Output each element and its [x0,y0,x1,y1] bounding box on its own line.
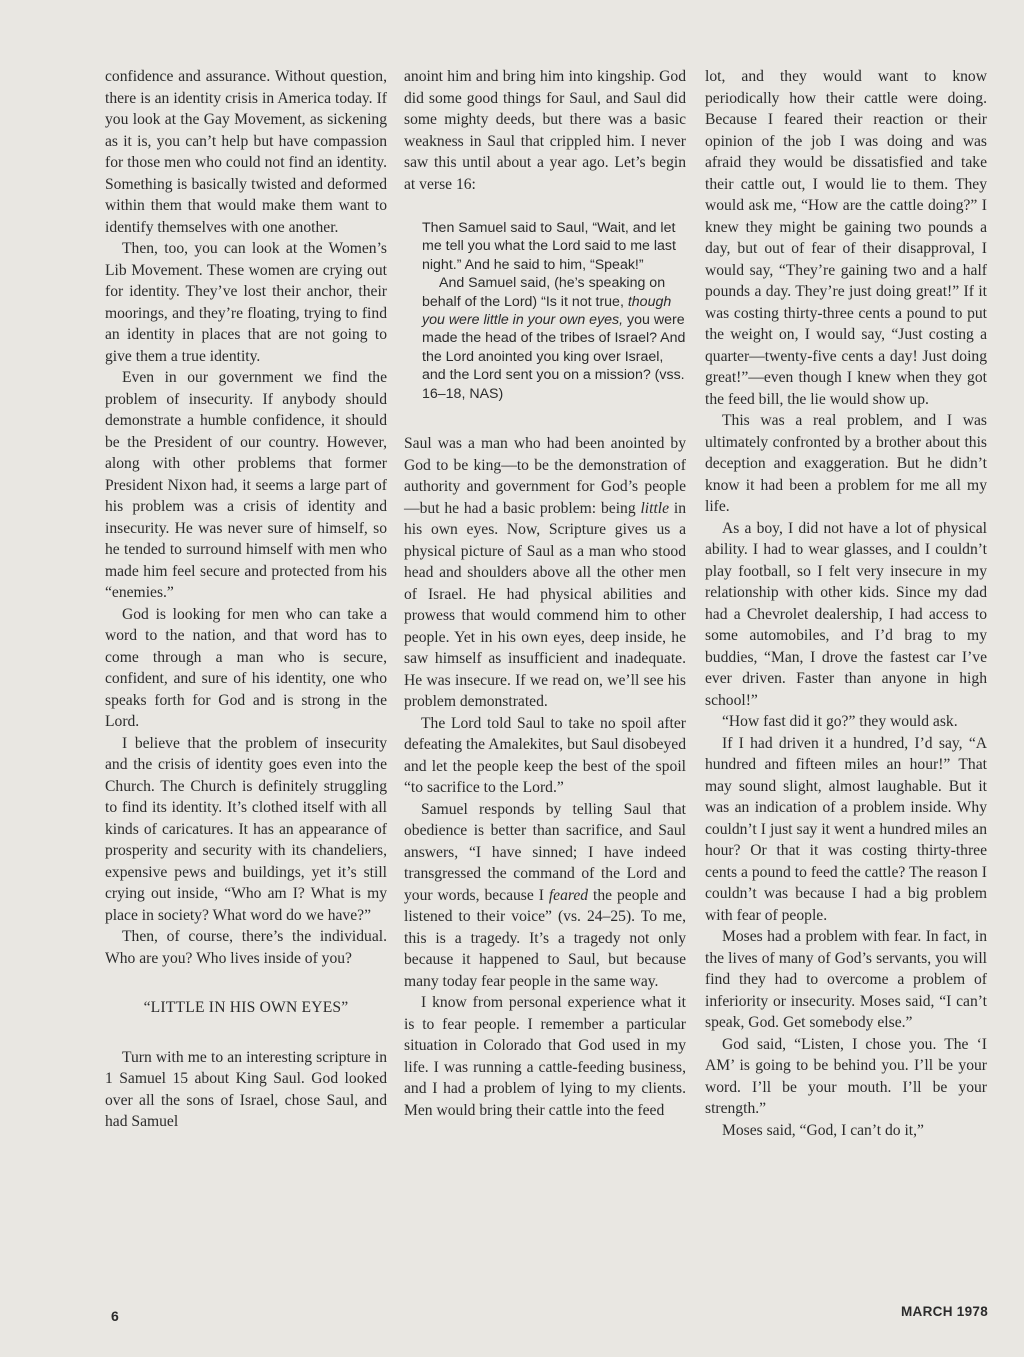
paragraph: Turn with me to an interesting scripture in 1 Samuel 15 about King Saul. God looked over all the sons of Israel, chose Saul, and had Samuel [105,1048,387,1130]
quote-text: you were made the head of the tribes of Israel? And the Lord anointed you king over Israel, and the Lord sent you on a mission? (vss. 16–18, NAS) [422,312,686,402]
paragraph-emphasis: little [640,499,670,517]
section-heading: “LITTLE IN HIS OWN EYES” [143,999,349,1016]
quote-paragraph [422,274,686,403]
paragraph: Then, of course, there’s the individual. Who are you? Who lives inside of you? [105,928,387,967]
quote-paragraph: Then Samuel said to Saul, “Wait, and let me tell you what the Lord said to me last night.” And he said to him, “Speak!” [422,220,676,273]
issue-date: MARCH 1978 [901,1304,989,1319]
paragraph: lot, and they would want to know periodically how their cattle were doing. Because I feared their reaction or their opinion of the job I was doing and was afraid they would be dissatisfied and take their cattle out, I would lie to them. They would ask me, “How are the cattle doing?” I knew they might be gaining two pounds a day, but out of fear of their disapproval, I would say, “They’re gaining two and a half pounds a day. They’re just doing great!” If it was costing thirty-three cents a pound to put the weight on, I would say, “Just costing a quarter—twenty-five cents a day! Just doing great!”—even though I knew when they got the feed bill, the lie would show up. [705,68,987,408]
paragraph: Moses said, “God, I can’t do it,” [722,1121,924,1139]
paragraph: If I had driven it a hundred, I’d say, “A hundred and fifteen miles an hour!” That may sound slight, almost laughable. But it was an indication of a problem inside. Why couldn’t I just say it went a hundred miles an hour? Or that it was costing thirty-three cents a pound to feed the cattle? The reason I couldn’t was because I had a big problem with fear of people. [705,734,987,924]
paragraph: I believe that the problem of insecurity and the crisis of identity goes even into the Church. The Church is definitely struggling to find its identity. It’s clothed itself with all kinds of caricatures. It has an appearance of prosperity and security with its chandeliers, expensive pews and buildings, yet it’s still crying out inside, “Who am I? What is my place in society? What word do we have?” [105,734,387,924]
paragraph: Moses had a problem with fear. In fact, in the lives of many of God’s servants, you will find they had to overcome a problem of inferiority or insecurity. Moses said, “I can’t speak, God. Get somebody else.” [705,928,987,1031]
page-number: 6 [111,1308,119,1324]
paragraph: “How fast did it go?” they would ask. [722,713,958,730]
paragraph: God is looking for men who can take a word to the nation, and that word has to come through a man who is secure, confident, and sure of his identity, one who speaks forth for God and is strong in the Lord. [105,605,387,730]
column-3 [705,66,987,1141]
paragraph: God said, “Listen, I chose you. The ‘I AM’ is going to be behind you. I’ll be your word. I’ll be your mouth. I’ll be your strength.” [705,1035,987,1117]
paragraph-text: the people and listened to their voice” (vs. 24–25). To me, this is a tragedy. It’s a tragedy not only because it happened to Saul, but because many today fear people in the same way. [404,886,687,990]
paragraph: I know from personal experience what it is to fear people. I remember a particular situation in Colorado that God used in my life. I was running a cattle-feeding business, and I had a problem of lying to my clients. Men would bring their cattle into the feed [404,994,686,1119]
paragraph-text: in his own eyes. Now, Scripture gives us a physical picture of Saul as a man who stood head and shoulders above all the other men of Israel. He had physical abilities and prowess that would commend him to other people. Yet in his own eyes, deep inside, he saw himself as insufficient and inadequate. He was insecure. If we read on, we’ll see his problem demonstrated. [404,499,687,711]
paragraph-text: Samuel responds by telling Saul that obedience is better than sacrifice, and Saul answers, “I have sinned; I have indeed transgressed the command of the Lord and your words, because I [404,800,686,904]
paragraph-text: Saul was a man who had been anointed by God to be king—to be the demonstration of authority and government for God’s people—but he had a basic problem: being [404,435,686,517]
paragraph-emphasis: feared [548,886,589,904]
quote-emphasis: though you were little in your own eyes, [422,293,672,329]
paragraph [404,799,686,993]
column-2 [404,66,686,1121]
paragraph: The Lord told Saul to take no spoil after defeating the Amalekites, but Saul disobeyed and let the people keep the best of the spoil “to sacrifice to the Lord.” [404,714,686,797]
quote-text: And Samuel said, (he’s speaking on behalf of the Lord) “Is it not true, [422,275,666,310]
paragraph: anoint him and bring him into kingship. God did some good things for Saul, and Saul did some mighty deeds, but there was a basic weakness in Saul that crippled him. I never saw this until about a year ago. Let’s begin at verse 16: [404,68,686,193]
paragraph: As a boy, I did not have a lot of physical ability. I had to wear glasses, and I couldn’t play football, so I felt very insecure in my relationship with other kids. Since my dad had a Chevrolet dealership, I had access to some automobiles, and I’d brag to my buddies, “Man, I drove the fastest car I’ve ever driven. Faster than anyone in high school!” [705,519,987,709]
paragraph: Then, too, you can look at the Women’s Lib Movement. These women are crying out for identity. They’ve lost their anchor, their moorings, and they’re floating, trying to find an identity in places that are not going to give them a true identity. [105,240,387,365]
paragraph [404,433,686,713]
paragraph: This was a real problem, and I was ultimately confronted by a brother about this deception and exaggeration. But he didn’t know it had been a problem for me all my life. [705,412,987,515]
column-1 [105,66,387,1133]
paragraph: Even in our government we find the problem of insecurity. If anybody should demonstrate a humble confidence, it should be the President of our country. However, along with other problems that former President Nixon had, it seems a large part of his problem was a crisis of identity and insecurity. He was never sure of himself, so he tended to surround himself with men who made him feel secure and protected from his “enemies.” [105,369,387,601]
paragraph: confidence and assurance. Without question, there is an identity crisis in America today. If you look at the Gay Movement, as sickening as it is, you can’t help but have compassion for those men who could not find an identity. Something is basically twisted and deformed within them that would make them want to identify themselves with one another. [105,68,387,236]
scripture-quote [422,219,686,403]
